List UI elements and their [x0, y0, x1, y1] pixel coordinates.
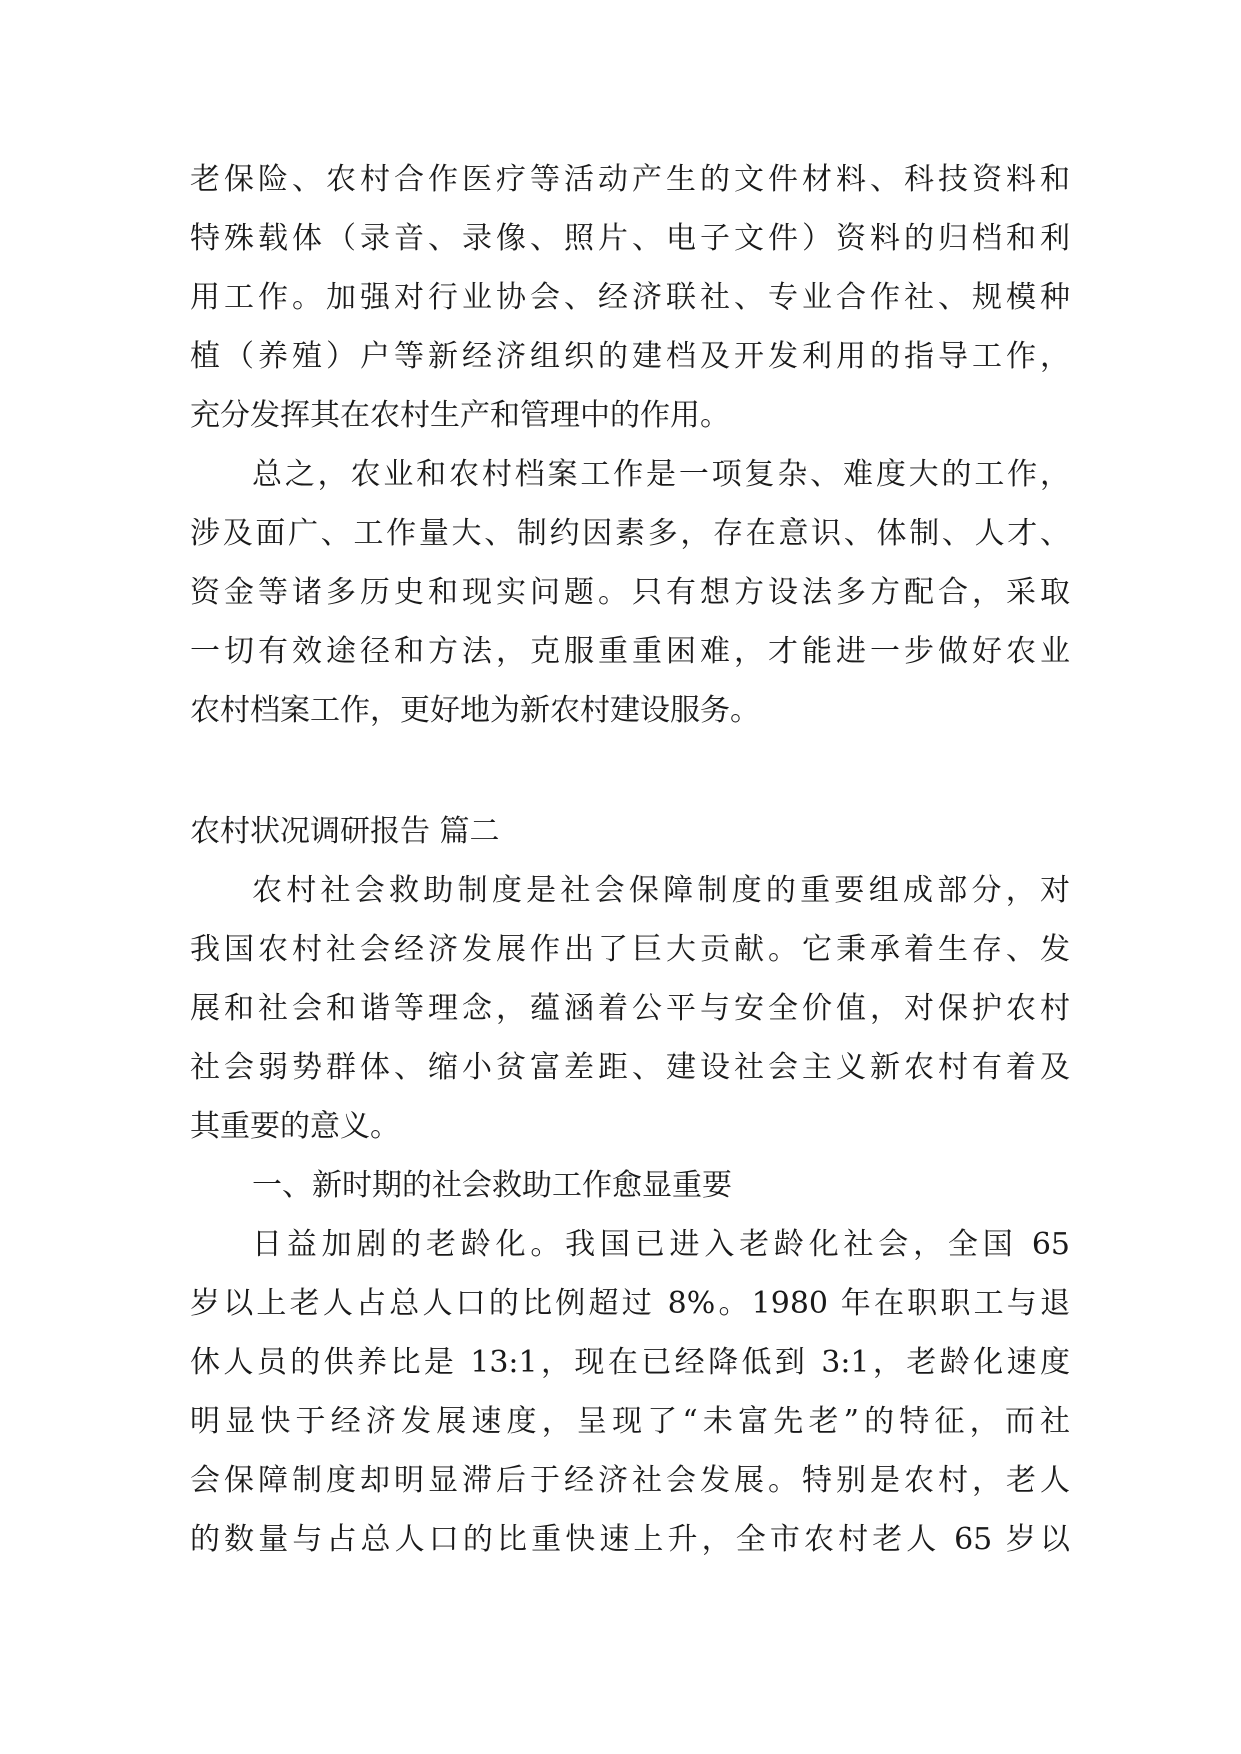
text-line: 明显快于经济发展速度，呈现了“未富先老”的特征，而社 [190, 1404, 1070, 1439]
text-line: 休人员的供养比是 13:1，现在已经降低到 3:1，老龄化速度 [190, 1345, 1070, 1380]
paragraph-archive-materials [190, 150, 1070, 445]
text-line: 我国农村社会经济发展作出了巨大贡献。它秉承着生存、发 [190, 932, 1070, 967]
text-line: 一切有效途径和方法，克服重重困难，才能进一步做好农业 [190, 634, 1070, 669]
document-body [190, 150, 1070, 1569]
text-line: 资金等诸多历史和现实问题。只有想方设法多方配合，采取 [190, 575, 1070, 610]
text-line: 其重要的意义。 [190, 1109, 400, 1144]
text-line: 岁以上老人占总人口的比例超过 8%。1980 年在职职工与退 [190, 1286, 1070, 1321]
paragraph-social-assistance-intro [190, 861, 1070, 1156]
subheading: 一、新时期的社会救助工作愈显重要 [252, 1168, 732, 1203]
paragraph-conclusion [190, 445, 1070, 740]
text-line: 会保障制度却明显滞后于经济社会发展。特别是农村，老人 [190, 1463, 1070, 1498]
text-line: 涉及面广、工作量大、制约因素多，存在意识、体制、人才、 [190, 516, 1070, 551]
text-line: 充分发挥其在农村生产和管理中的作用。 [190, 398, 730, 433]
text-line: 社会弱势群体、缩小贫富差距、建设社会主义新农村有着及 [190, 1050, 1070, 1085]
text-line: 用工作。加强对行业协会、经济联社、专业合作社、规模种 [190, 280, 1070, 315]
text-line: 农村社会救助制度是社会保障制度的重要组成部分，对 [252, 873, 1070, 908]
text-line: 总之，农业和农村档案工作是一项复杂、难度大的工作， [252, 457, 1070, 492]
text-line: 日益加剧的老龄化。我国已进入老龄化社会，全国 65 [252, 1227, 1070, 1262]
text-line: 植（养殖）户等新经济组织的建档及开发利用的指导工作， [190, 339, 1070, 374]
text-line: 特殊载体（录音、录像、照片、电子文件）资料的归档和利 [190, 221, 1070, 256]
text-line: 的数量与占总人口的比重快速上升，全市农村老人 65 岁以 [190, 1522, 1070, 1557]
text-line: 农村档案工作，更好地为新农村建设服务。 [190, 693, 760, 728]
text-line: 展和社会和谐等理念，蕴涵着公平与安全价值，对保护农村 [190, 991, 1070, 1026]
section-title: 农村状况调研报告 篇二 [190, 814, 500, 849]
paragraph-aging [190, 1215, 1070, 1569]
text-line: 老保险、农村合作医疗等活动产生的文件材料、科技资料和 [190, 162, 1070, 197]
